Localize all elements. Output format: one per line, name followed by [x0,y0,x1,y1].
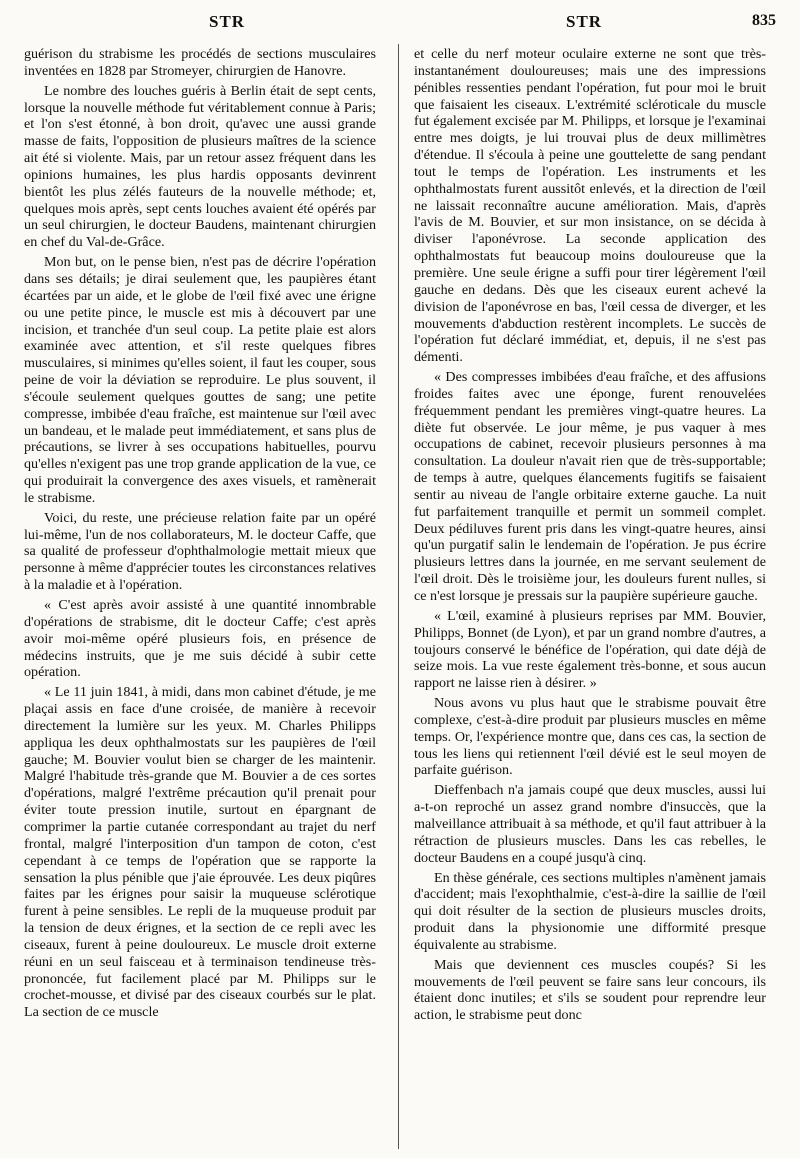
paragraph: guérison du strabisme les procédés de sections musculaires inventées en 1828 par Stromeyer, chirurgien de Hanovre. [24,46,376,79]
header-left-title: STR [209,12,246,31]
paragraph: Mais que deviennent ces muscles coupés? Si les mouvements de l'œil peuvent se faire sans leur concours, ils étaient donc inutiles; et s'ils se soudent pour reprendre leur action, le strabisme peut donc [414,956,766,1024]
paragraph: « C'est après avoir assisté à une quantité innombrable d'opérations de strabisme, dit le docteur Caffe; c'est après avoir moi-même opéré plusieurs fois, en présence de médecins instruits, que je me suis décidé à subir cette opération. [24,597,376,681]
text-column-right [414,46,766,1027]
running-header [24,12,776,34]
text-column-left [24,46,376,1024]
paragraph: En thèse générale, ces sections multiples n'amènent jamais d'accident; mais l'exophthalmie, c'est-à-dire la saillie de l'œil qui doit résulter de la section de plusieurs muscles droits, produit dans la physionomie une difformité presque équivalente au strabisme. [414,869,766,953]
paragraph: Le nombre des louches guéris à Berlin était de sept cents, lorsque la nouvelle méthode fut véritablement connue à Paris; et l'on s'est étonné, à bon droit, qu'avec une aussi grande masse de faits, l'opposition de plusieurs maîtres de la science ait été si violente. Mais, par un retour assez fréquent dans les opinions humaines, les plus hardis opposants devinrent bientôt les plus zélés fauteurs de la nouvelle méthode; et, quelques mois après, sept cents louches avaient été opérés par un seul chirurgien, le docteur Baudens, maintenant chirurgien en chef du Val-de-Grâce. [24,82,376,251]
paragraph: « Le 11 juin 1841, à midi, dans mon cabinet d'étude, je me plaçai assis en face d'une croisée, de manière à recevoir directement la lumière sur les yeux. M. Charles Philipps appliqua les deux ophthalmostats sur les paupières de l'œil gauche; M. Bouvier voulut bien se charger de les maintenir. Malgré l'habitude très-grande que M. Bouvier a de ces sortes d'opérations, malgré l'extrême précaution qu'il prenait pour éviter toute pression inutile, surtout en épargnant de comprimer la partie cutanée correspondant au trajet du nerf frontal, malgré l'interposition d'un tampon de coton, c'est cependant à ce temps de l'opération que se rapporte la sensation la plus pénible que j'aie éprouvée. Les deux piqûres faites par les érignes pour saisir la muqueuse sclérotique furent à peine sensibles. Le repli de la muqueuse produit par la tension de deux érignes, et la section de ce repli avec les ciseaux, furent à peine douloureux. Le muscle droit externe réuni en un seul faisceau et à terminaison tendineuse très-prononcée, fut facilement placé par M. Philipps sur le crochet-mousse, et divisé par des ciseaux courbés sur le plat. La section de ce muscle [24,684,376,1021]
column-divider [398,44,399,1149]
paragraph: Voici, du reste, une précieuse relation faite par un opéré lui-même, l'un de nos collaborateurs, M. le docteur Caffe, que sa qualité de professeur d'ophthalmologie mettait mieux que personne à même d'apprécier toutes les circonstances relatives à la maladie et à l'opération. [24,509,376,594]
paragraph: Dieffenbach n'a jamais coupé que deux muscles, aussi lui a-t-on reproché un assez grand nombre d'insuccès, que la malveillance attribuait à sa méthode, et qu'il faut attribuer à la rétraction de plusieurs muscles. Dans les cas rebelles, le docteur Baudens en a coupé jusqu'à cinq. [414,782,766,866]
paragraph: et celle du nerf moteur oculaire externe ne sont que très-instantanément douloureuses; mais une des impressions pénibles ressenties pendant l'opération, fut pour moi le bruit que faisaient les ciseaux. L'extrémité scléroticale du muscle fut également excisée par M. Philipps, et lorsque je l'examinai entre mes doigts, je lui trouvai plus de deux millimètres d'étendue. Il s'écoula à peine une gouttelette de sang pendant tout le temps de l'opération. Les instruments et les ophthalmostats furent aussitôt enlevés, et la direction de l'œil ne laissait reconnaître aucune amélioration. Mais, d'après l'avis de M. Bouvier, et sur mon insistance, on se décida à diviser l'aponévrose. La seconde application des ophthalmostats fut beaucoup moins douloureuse que la première. Une seule érigne a suffi pour tirer légèrement l'œil gauche en dedans. Dès que les ciseaux eurent achevé la division de l'aponévrose en bas, l'œil cessa de diverger, et les mouvements d'abduction restèrent incomplets. Le succès de l'opération fut déclaré immédiat, et, depuis, il ne s'est pas démenti. [414,46,766,366]
paragraph: « Des compresses imbibées d'eau fraîche, et des affusions froides faites avec une éponge, furent renouvelées fréquemment pendant les premières vingt-quatre heures. La diète fut observée. Le jour même, je pus vaquer à mes occupations de cabinet, recevoir plusieurs personnes à ma consultation. La douleur n'avait rien que de très-supportable; de temps à autre, quelques élancements fugitifs se faisaient sentir au niveau de l'angle orbitaire externe gauche. La nuit fut parfaitement tranquille et permit un sommeil complet. Deux pédiluves furent pris dans les vingt-quatre heures, ainsi qu'un purgatif salin le lendemain de l'opération. Je pus écrire plusieurs lettres dans la journée, en me servant seulement de l'œil droit. Dès le troisième jour, les douleurs furent nulles, si ce n'est lorsque je pressais sur la paupière supérieure gauche. [414,369,766,604]
paragraph: Mon but, on le pense bien, n'est pas de décrire l'opération dans ses détails; je dirai seulement que, les paupières étant écartées par un aide, et le globe de l'œil fixé avec une érigne ou une petite pince, le muscle est mis à découvert par une incision, et tranchée d'un seul coup. La petite plaie est alors examinée avec attention, et s'il reste quelques fibres musculaires, si minimes qu'elles soient, il faut les couper, sous peine de voir la déviation se reproduire. Le plus souvent, il s'écoule seulement quelques gouttes de sang; une petite compresse, imbibée d'eau fraîche, est maintenue sur l'œil avec un bandeau, et le malade peut immédiatement, et sans plus de précautions, se livrer à ses occupations habituelles, pourvu qu'elles n'exigent pas une trop grande application de la vue, ce qui produirait la convergence des axes visuels, et ramènerait le strabisme. [24,254,376,506]
paragraph: Nous avons vu plus haut que le strabisme pouvait être complexe, c'est-à-dire produit par plusieurs muscles en même temps. Or, l'expérience montre que, dans ces cas, la section de tous les liens qui retiennent l'œil dévié est le seul moyen de parfaite guérison. [414,695,766,779]
header-center-title: STR [566,12,603,31]
paragraph: « L'œil, examiné à plusieurs reprises par MM. Bouvier, Philipps, Bonnet (de Lyon), et par un grand nombre d'autres, a toujours conservé le bénéfice de l'opération, qui date déjà de seize mois. La vue reste également très-bonne, et sous aucun rapport ne laisse rien à désirer. » [414,607,766,692]
page-number: 835 [752,12,776,29]
